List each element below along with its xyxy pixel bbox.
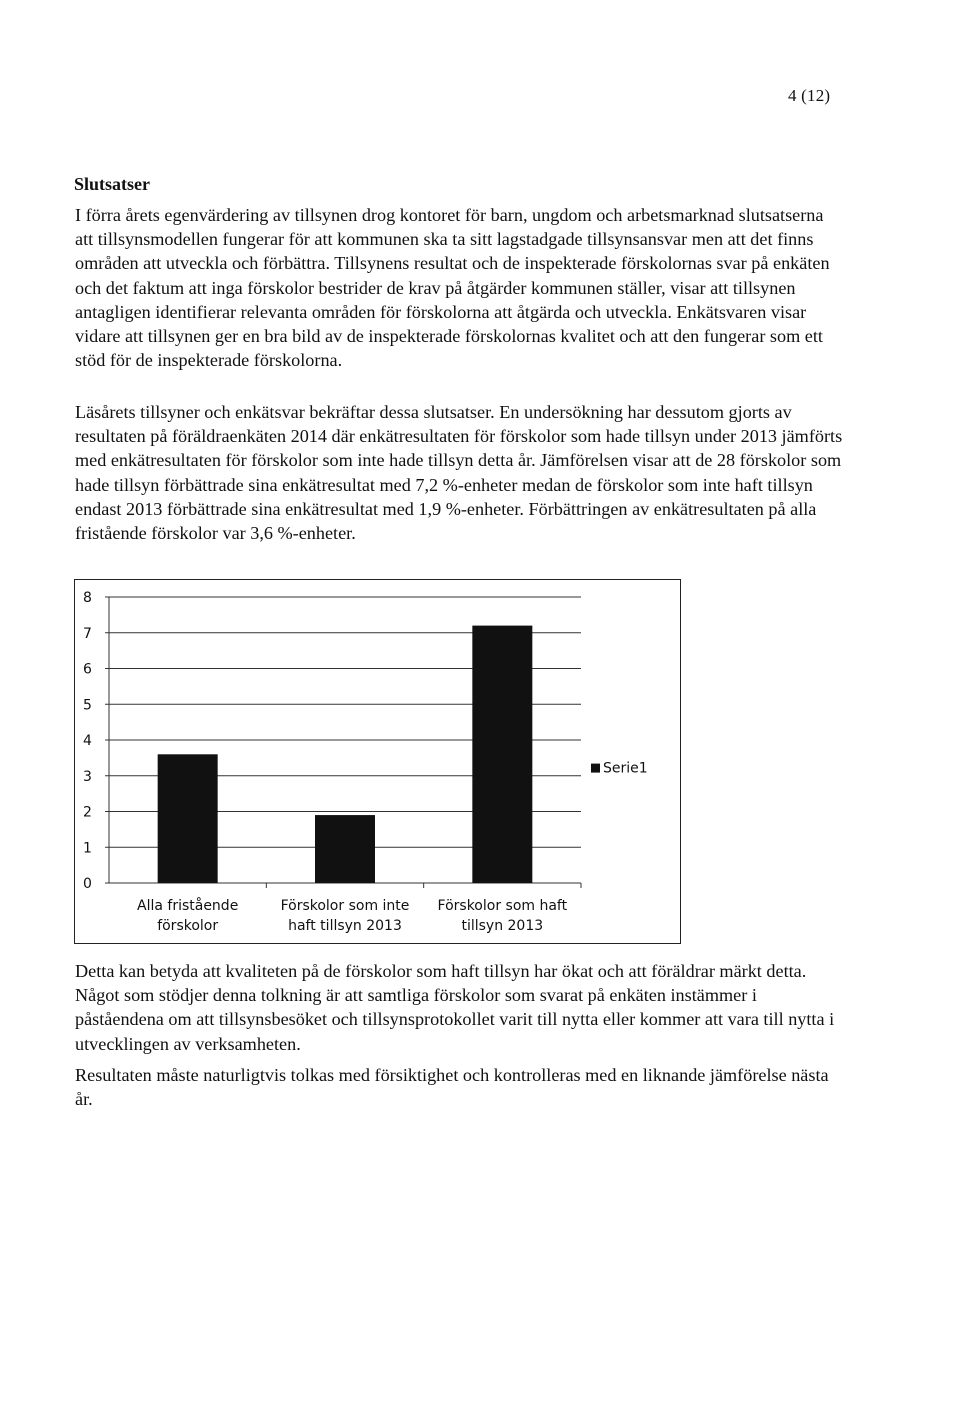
chart-svg xyxy=(75,580,680,943)
legend-swatch xyxy=(591,764,600,773)
category-label: tillsyn 2013 xyxy=(461,918,544,934)
paragraph-1: I förra årets egenvärdering av tillsynen drog kontoret för barn, ungdom och arbetsmarknad slutsatserna att tillsynsmodellen fungerar för att kommunen ska ta sitt lagstadgade tillsynsansvar men att det finns områden att utveckla och förbättra. Tillsynens resultat och de inspekterade förskolornas svar på enkäten och det faktum att inga förskolor bestrider de krav på åtgärder kommunen ställer, visar att tillsynen antagligen identifierar relevanta områden för förskolorna att åtgärda och utveckla. Enkätsvaren visar vidare att tillsynen ger en bra bild av de inspekterade förskolornas kvalitet och att den fungerar som ett stöd för de inspekterade förskolorna. xyxy=(75,205,830,371)
bar xyxy=(158,754,218,883)
category-label: förskolor xyxy=(157,918,219,934)
bar xyxy=(472,626,532,883)
paragraph-3: Detta kan betyda att kvaliteten på de förskolor som haft tillsyn har ökat och att föräldrar märkt detta. Något som stödjer denna tolkning är att samtliga förskolor som svarat på enkäten instämmer i påståendena om att tillsynsbesöket och tillsynsprotokollet varit till nytta eller kommer att vara till nytta i utvecklingen av verksamheten. xyxy=(75,961,835,1054)
y-tick-label: 6 xyxy=(83,661,92,678)
y-tick-label: 0 xyxy=(83,876,92,892)
y-tick-label: 8 xyxy=(83,590,92,606)
paragraph-2: Läsårets tillsyner och enkätsvar bekräftar dessa slutsatser. En undersökning har dessutom gjorts av resultaten på föräldraenkäten 2014 där enkätresultaten för förskolor som hade tillsyn under 2013 jämförts med enkätresultaten för förskolor som inte hade tillsyn detta år. Jämförelsen visar att de 28 förskolor som hade tillsyn förbättrade sina enkätresultat med 7,2 %-enheter medan de förskolor som inte haft tillsyn endast 2013 förbättrade sina enkätresultat med 1,9 %-enheter. Förbättringen av enkätresultaten på alla fristående förskolor var 3,6 %-enheter. xyxy=(75,402,843,544)
category-label: Förskolor som inte xyxy=(280,898,410,914)
bar xyxy=(315,815,375,883)
y-tick-label: 7 xyxy=(83,625,92,642)
y-tick-label: 2 xyxy=(83,804,92,821)
y-tick-label: 1 xyxy=(83,840,92,857)
paragraph-4: Resultaten måste naturligtvis tolkas med försiktighet och kontrolleras med en liknande jämförelse nästa år. xyxy=(75,1065,829,1110)
bar-chart xyxy=(74,579,681,944)
y-tick-label: 4 xyxy=(83,733,92,749)
section-heading: Slutsatser xyxy=(74,174,150,194)
category-label: haft tillsyn 2013 xyxy=(288,918,402,934)
category-label: Förskolor som haft xyxy=(437,898,568,914)
page-number: 4 (12) xyxy=(788,86,831,105)
y-tick-label: 3 xyxy=(83,768,92,785)
legend-label: Serie1 xyxy=(603,760,648,777)
y-tick-label: 5 xyxy=(83,697,92,714)
category-label: Alla fristående xyxy=(137,898,239,914)
